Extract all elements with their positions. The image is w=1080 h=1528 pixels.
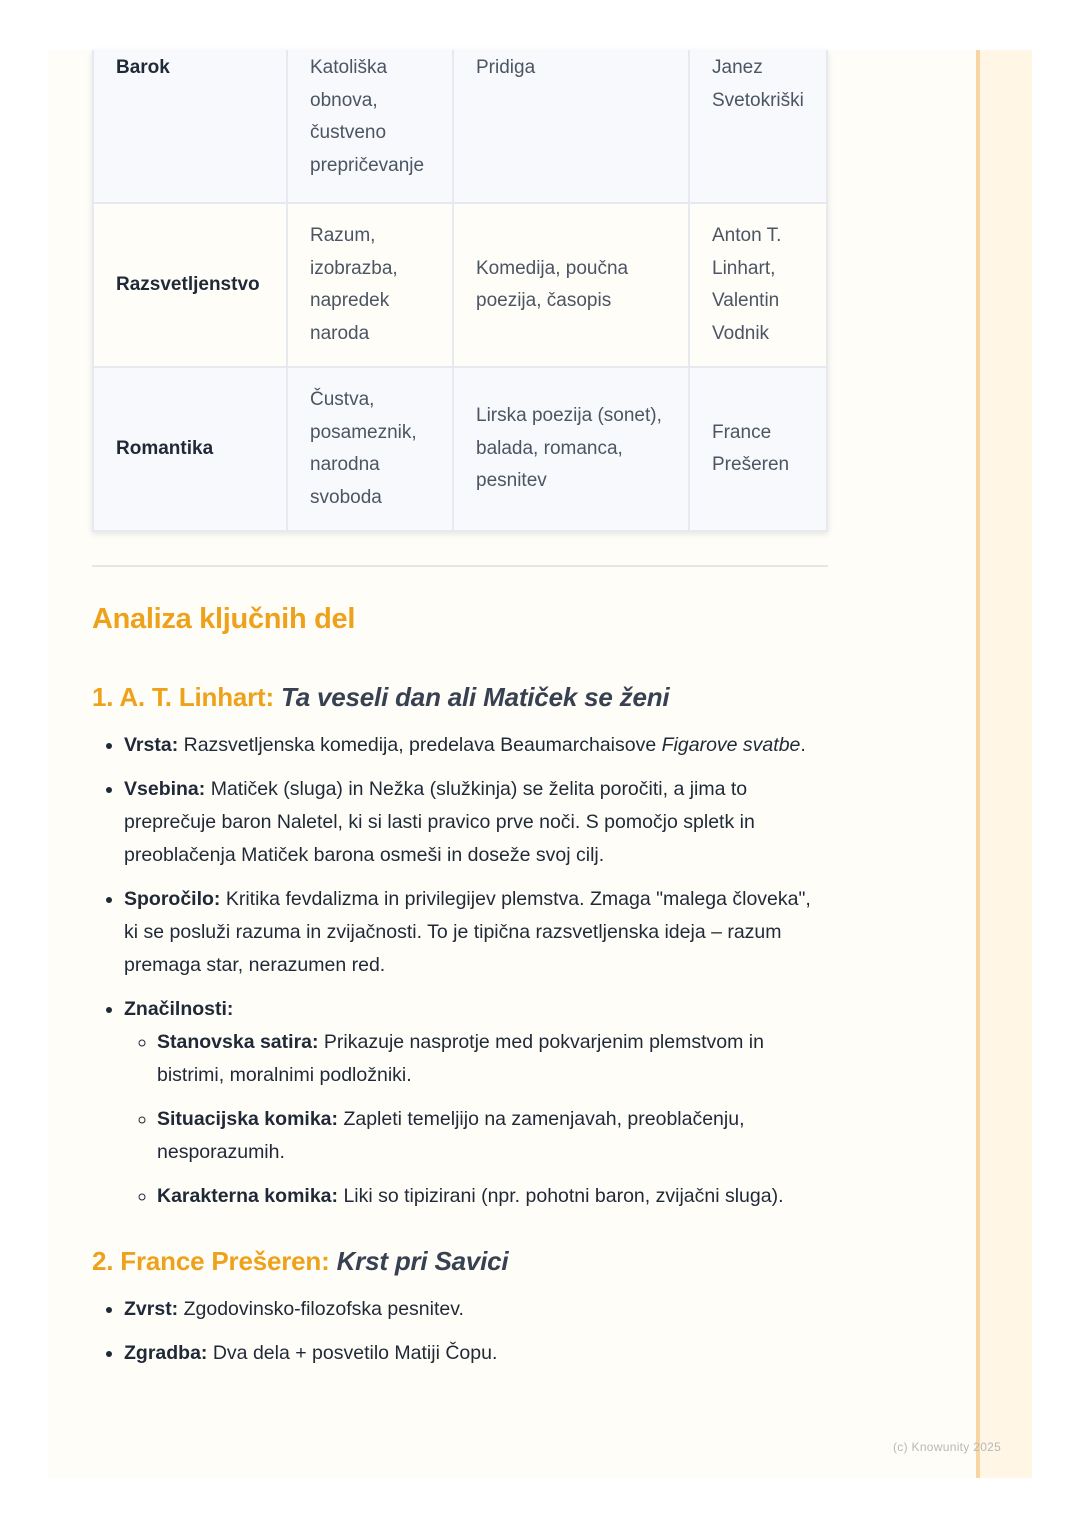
ideas-cell: Razum, izobrazba, napredek naroda bbox=[287, 203, 453, 367]
list-item bbox=[124, 773, 828, 872]
work2-title: Krst pri Savici bbox=[336, 1246, 509, 1276]
list-item bbox=[124, 1293, 828, 1326]
table-row bbox=[93, 203, 827, 367]
item-text: Kritika fevdalizma in privilegijev plemstva. Zmaga "malega človeka", ki se posluži razuma in zvijačnosti. To je tipična razsvetljenska ideja – razum premaga star, nerazumen red. bbox=[124, 888, 811, 976]
item-text: Zapleti temeljijo na zamenjavah, preoblačenju, nesporazumih. bbox=[157, 1108, 745, 1163]
period-cell: Razsvetljenstvo bbox=[93, 203, 287, 367]
list-item bbox=[124, 993, 828, 1213]
table-row bbox=[93, 50, 827, 203]
genres-cell: Lirska poezija (sonet), balada, romanca, pesnitev bbox=[453, 367, 689, 531]
authors-cell: France Prešeren bbox=[689, 367, 827, 531]
work2-list bbox=[92, 1293, 828, 1370]
period-cell: Barok bbox=[93, 50, 287, 203]
ideas-cell: Katoliška obnova, čustveno prepričevanje bbox=[287, 50, 453, 203]
work2-heading bbox=[92, 1243, 828, 1279]
genres-cell: Pridiga bbox=[453, 50, 689, 203]
table-row bbox=[93, 367, 827, 531]
sub-list-item bbox=[157, 1103, 828, 1169]
ideas-cell: Čustva, posameznik, narodna svoboda bbox=[287, 367, 453, 531]
work1-heading bbox=[92, 679, 828, 715]
sub-list-item bbox=[157, 1026, 828, 1092]
item-text: Razsvetljenska komedija, predelava Beaumarchaisove bbox=[183, 734, 657, 756]
item-italic: Figarove svatbe bbox=[661, 734, 801, 756]
item-label: Situacijska komika: bbox=[157, 1108, 339, 1130]
copyright-note: (c) Knowunity 2025 bbox=[893, 1440, 1002, 1454]
item-end: . bbox=[800, 734, 806, 756]
work1-prefix: 1. A. T. Linhart: bbox=[92, 682, 274, 712]
item-label: Sporočilo: bbox=[124, 888, 221, 910]
work2-prefix: 2. France Prešeren: bbox=[92, 1246, 330, 1276]
item-text: Matiček (sluga) in Nežka (služkinja) se želita poročiti, a jima to preprečuje baron Naletel, ki si lasti pravico prve noči. S pomočjo spletk in preoblačenja Matiček barona osmeši in doseže svoj cilj. bbox=[124, 778, 755, 866]
item-label: Zvrst: bbox=[124, 1298, 179, 1320]
period-cell: Romantika bbox=[93, 367, 287, 531]
item-text: Zgodovinsko-filozofska pesnitev. bbox=[183, 1298, 464, 1320]
item-text: Dva dela + posvetilo Matiji Čopu. bbox=[212, 1342, 498, 1364]
item-label: Vrsta: bbox=[124, 734, 179, 756]
item-label: Značilnosti: bbox=[124, 998, 234, 1020]
item-label: Zgradba: bbox=[124, 1342, 208, 1364]
item-text: Prikazuje nasprotje med pokvarjenim plemstvom in bistrimi, moralnimi podložniki. bbox=[157, 1031, 764, 1086]
list-item bbox=[124, 1337, 828, 1370]
genres-cell: Komedija, poučna poezija, časopis bbox=[453, 203, 689, 367]
list-item bbox=[124, 883, 828, 982]
work1-list bbox=[92, 729, 828, 1213]
item-label: Karakterna komika: bbox=[157, 1185, 339, 1207]
page-edge-strip bbox=[976, 50, 1032, 1478]
item-label: Stanovska satira: bbox=[157, 1031, 319, 1053]
document-content bbox=[92, 50, 828, 1381]
list-item bbox=[124, 729, 828, 762]
item-text: Liki so tipizirani (npr. pohotni baron, zvijačni sluga). bbox=[343, 1185, 784, 1207]
sub-list-item bbox=[157, 1180, 828, 1213]
section-divider bbox=[92, 565, 828, 567]
authors-cell: Anton T. Linhart, Valentin Vodnik bbox=[689, 203, 827, 367]
sub-list bbox=[124, 1026, 828, 1213]
item-label: Vsebina: bbox=[124, 778, 206, 800]
work1-title: Ta veseli dan ali Matiček se ženi bbox=[281, 682, 670, 712]
periods-table bbox=[92, 50, 828, 532]
section-heading: Analiza ključnih del bbox=[92, 603, 356, 635]
authors-cell: Janez Svetokriški bbox=[689, 50, 827, 203]
